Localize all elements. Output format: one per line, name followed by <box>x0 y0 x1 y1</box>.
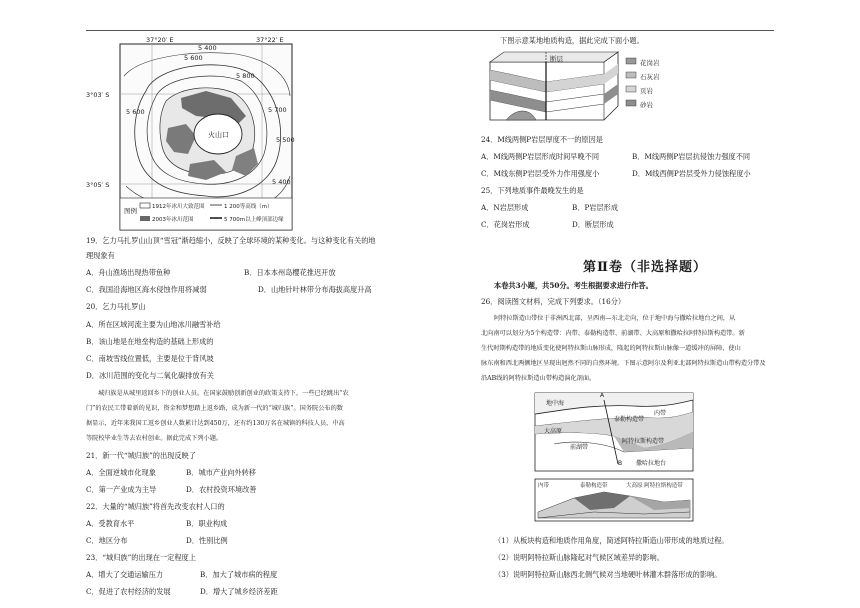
atlas-label-a: A <box>600 392 605 399</box>
q21-option-c: C．第一产业成为主导 <box>86 485 157 494</box>
atlas-section <box>534 478 694 522</box>
legend-item-2: 1 200等高线（m） <box>224 204 273 210</box>
lon-label-2: 37°22′ E <box>256 36 284 44</box>
passage-line-1: 城归族是从城里返回乡下的创业人员。在国家鼓励创新创业的政策支持下，一些已经跳出“农 <box>98 390 349 397</box>
q20-option-a: A．所在区域河流主要为山地冰川融雪补给 <box>86 320 221 329</box>
section-label-mid: 泰勒构造带 <box>580 483 608 489</box>
q26-text-3: 生代时期构造带的地质变化使阿特拉斯山脉形成，隆起的阿特拉斯山脉像一道缓冲的屏障，使山 <box>481 345 741 352</box>
q22-option-d: D．性别比例 <box>186 536 228 545</box>
contour-label-2: 5 600 <box>184 54 203 62</box>
geo-legend-sandstone: 砂岩 <box>640 101 653 109</box>
q19-stem: 19．乞力马扎罗山山顶“雪冠”渐趋缩小，反映了全球环境的某种变化。与这种变化有关的地 <box>86 236 376 245</box>
geo-legend-granite: 花岗岩 <box>640 59 660 67</box>
q26-sub-3: （3）说明阿特拉斯山脉西北侧气候对当地硬叶林灌木群落形成的影响。 <box>494 570 722 579</box>
atlas-label-sea: 地中海 <box>546 400 565 407</box>
legend-item-4: 5 700m以上峰顶部边缘 <box>224 217 284 223</box>
geology-intro: 下图示意某地地质构造，据此完成下面小题。 <box>500 36 644 45</box>
q26-text-1: 阿特拉斯造山带位于非洲西北部，呈西南—东北走向，位于地中海与撒哈拉地台之间，从 <box>494 315 736 322</box>
q23-stem: 23．“城归族”的出现在一定程度上 <box>86 553 196 562</box>
passage-line-3: 据显示，近年来我国工返乡创业人数累计达到450万，还有约130万名在城镇的科技人员、中高 <box>86 420 345 427</box>
q19-option-d: D．山地针叶林带分布海拔高度升高 <box>258 285 372 294</box>
passage-line-2: 门”的农民工带着新的见识，资金和梦想踏上返乡路，成为新一代的“城归族”。国务院公布的数 <box>86 405 343 412</box>
geology-figure <box>486 48 676 126</box>
atlas-label-inner: 内带 <box>654 410 667 417</box>
legend-title: 图例 <box>124 207 137 215</box>
q22-option-b: B．职业构成 <box>186 519 228 528</box>
atlas-map <box>534 392 694 472</box>
q25-stem: 25．下列地质事件最晚发生的是 <box>481 186 584 195</box>
q25-option-d: D．断层形成 <box>572 220 614 229</box>
contour-label-1: 5 400 <box>198 44 217 52</box>
contour-label-3: 5 800 <box>236 72 255 80</box>
lat-label-2: 3°05′ S <box>86 181 110 189</box>
q24-stem: 24．M线两侧P岩层厚度不一的原因是 <box>481 135 603 144</box>
contour-label-7: 5 600 <box>126 108 145 116</box>
q21-option-a: A．全面逆城市化现象 <box>86 468 156 477</box>
q23-option-c: C．促进了农村经济的发展 <box>86 587 171 596</box>
legend-item-1: 1912年冰川大致范围 <box>152 204 205 210</box>
q20-option-d: D．冰川范围的变化与二氧化碳排放有关 <box>86 371 214 380</box>
q26-stem: 26．阅读图文材料，完成下列要求。（16分） <box>481 297 626 306</box>
q22-stem: 22．大量的“城归族”将首先改变农村人口的 <box>86 502 225 511</box>
section-label-right: 大高原 阿特拉斯构造带 <box>626 483 683 489</box>
q19-option-b: B．日本本州岛樱花推迟开放 <box>244 268 336 277</box>
q20-option-b: B．该山地是在地垒构造的基础上形成的 <box>86 337 214 346</box>
q26-text-4: 脉东南和西北两侧地区呈现出迥然不同的自然环境。下图示意阿尔及利亚北部阿特拉斯造山带构造分带及 <box>481 360 766 367</box>
atlas-label-zone2: 大高原 <box>544 428 563 435</box>
contour-label-4: 5 700 <box>268 106 287 114</box>
q24-option-b: B．M线两侧P岩层抗侵蚀力强度不同 <box>632 152 751 161</box>
section-title: 第Ⅱ卷（非选择题） <box>583 260 707 275</box>
q23-option-a: A．增大了交通运输压力 <box>86 570 164 579</box>
crater-label: 火山口 <box>208 131 229 139</box>
q24-option-a: A．M线两侧P岩层形成时间早晚不同 <box>481 152 600 161</box>
q24-option-c: C．M线东侧P岩层受外力作用强度小 <box>481 169 600 178</box>
q22-option-a: A．受教育水平 <box>86 519 135 528</box>
q26-sub-1: （1）从板块构造和地质作用角度，简述阿特拉斯造山带形成的地质过程。 <box>494 536 729 545</box>
fault-label: 断层 <box>550 55 563 63</box>
contour-label-5: 5 500 <box>276 136 295 144</box>
q26-sub-2: （2）说明阿特拉斯山脉隆起对气候区域差异的影响。 <box>494 553 664 562</box>
atlas-label-zone3: 阿特拉斯构造带 <box>622 438 665 445</box>
kilimanjaro-map <box>86 36 300 232</box>
q20-option-c: C．南坡雪线位置低，主要是位于背风坡 <box>86 354 214 363</box>
q21-option-d: D．农村投资环境改善 <box>186 485 257 494</box>
q22-option-c: C．地区分布 <box>86 536 128 545</box>
q19-stem-cont: 理现象有 <box>86 251 115 260</box>
q25-option-b: B．P岩层形成 <box>572 203 619 212</box>
q21-stem: 21．新一代“城归族”的出现反映了 <box>86 451 196 460</box>
atlas-label-b: B <box>618 460 623 467</box>
q19-option-c: C．我国沿海地区海水侵蚀作用将减弱 <box>86 285 207 294</box>
geo-legend-limestone: 石灰岩 <box>640 73 660 81</box>
atlas-label-basin: 撒哈拉地台 <box>636 460 667 467</box>
lat-label-1: 3°03′ S <box>86 91 110 99</box>
header-rule <box>86 30 774 31</box>
q24-option-d: D．M线西侧P岩层受外力侵蚀程度小 <box>632 169 751 178</box>
geo-legend-shale: 页岩 <box>640 87 653 95</box>
atlas-label-front: 前湖带 <box>570 444 589 451</box>
atlas-label-zone1: 泰勒构造带 <box>614 416 645 423</box>
q25-option-c: C．花岗岩形成 <box>481 220 530 229</box>
q23-option-d: D．增大了城乡经济差距 <box>200 587 278 596</box>
contour-label-6: 5 400 <box>272 178 291 186</box>
q26-text-5: 沿AB线的阿特拉斯造山带构造演化剖面。 <box>481 375 596 382</box>
q25-option-a: A．N岩层形成 <box>481 203 529 212</box>
lon-label-1: 37°20′ E <box>146 36 174 44</box>
section-label-left: 内带 <box>538 483 550 489</box>
q20-stem: 20．乞力马扎罗山 <box>86 302 146 311</box>
legend-item-3: 2003年冰川范围 <box>152 217 194 223</box>
q19-option-a: A．舟山渔场出现热带鱼种 <box>86 268 171 277</box>
section-note: 本卷共3小题，共50分。考生根据要求进行作答。 <box>494 281 653 290</box>
passage-line-4: 等院校毕业生等去农村创业。据此完成下列小题。 <box>86 435 223 442</box>
q21-option-b: B．城市产业向外转移 <box>186 468 256 477</box>
q23-option-b: B．加大了城市病的程度 <box>200 570 278 579</box>
q26-text-2: 北向南可以划分为5个构造带：内带、泰勒构造带、前湖带、大高原和撒哈拉阿特拉斯构造带。新 <box>481 330 745 337</box>
